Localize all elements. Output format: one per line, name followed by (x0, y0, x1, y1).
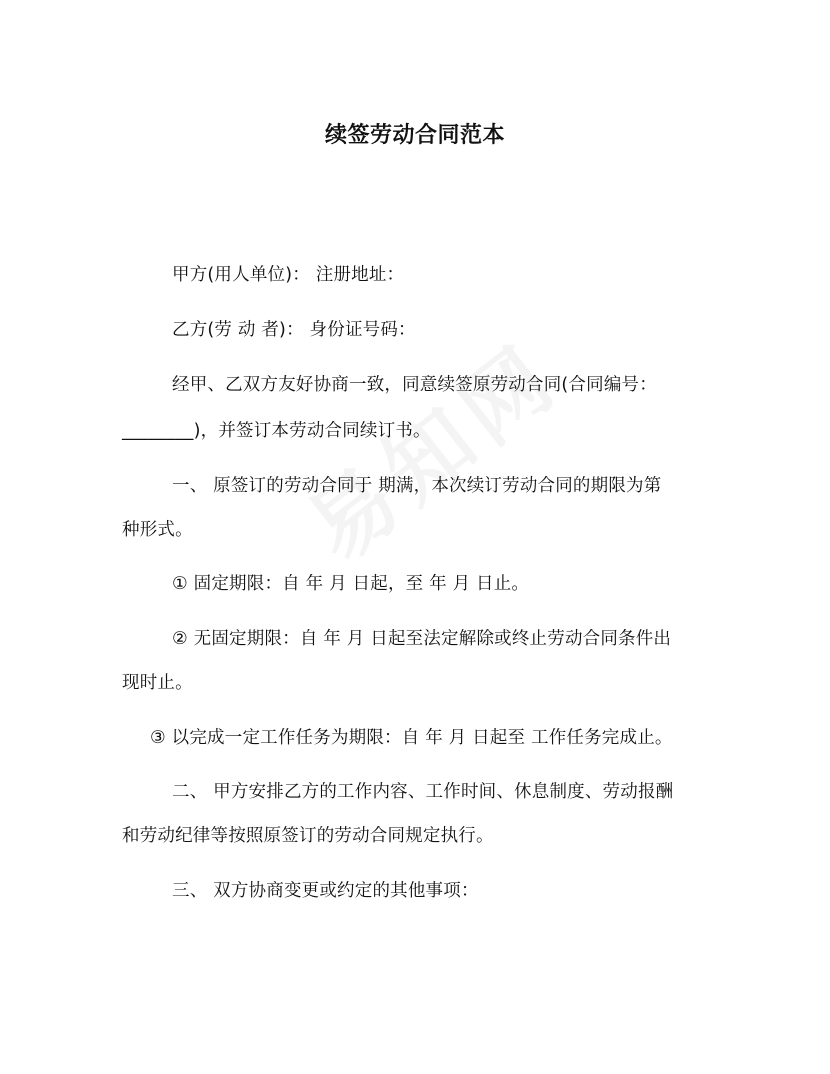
option-fixed-term: ① 固定期限：自 年 月 日起，至 年 月 日止。 (172, 574, 530, 594)
clause-two-line-2: 和劳动纪律等按照原签订的劳动合同规定执行。 (122, 826, 494, 846)
clause-three-line: 三、 双方协商变更或约定的其他事项： (172, 881, 479, 901)
watermark (277, 309, 580, 584)
agreement-line-2: ________)，并签订本劳动合同续订书。 (122, 421, 431, 441)
party-a-line: 甲方(用人单位)： 注册地址： (172, 265, 405, 285)
option-task-term: ③ 以完成一定工作任务为期限：自 年 月 日起至 工作任务完成止。 (150, 728, 673, 748)
clause-two-line-1: 二、 甲方安排乙方的工作内容、工作时间、休息制度、劳动报酬 (172, 782, 674, 802)
option-open-term-line-1: ② 无固定期限：自 年 月 日起至法定解除或终止劳动合同条件出 (172, 629, 672, 649)
clause-one-line-1: 一、 原签订的劳动合同于 期满，本次续订劳动合同的期限为第 (172, 476, 662, 496)
clause-one-line-2: 种形式。 (122, 520, 193, 540)
document-title: 续签劳动合同范本 (324, 123, 505, 148)
party-b-line: 乙方(劳 动 者)： 身份证号码： (172, 320, 416, 340)
option-open-term-line-2: 现时止。 (122, 673, 193, 693)
agreement-line-1: 经甲、乙双方友好协商一致，同意续签原劳动合同(合同编号： (172, 375, 657, 395)
